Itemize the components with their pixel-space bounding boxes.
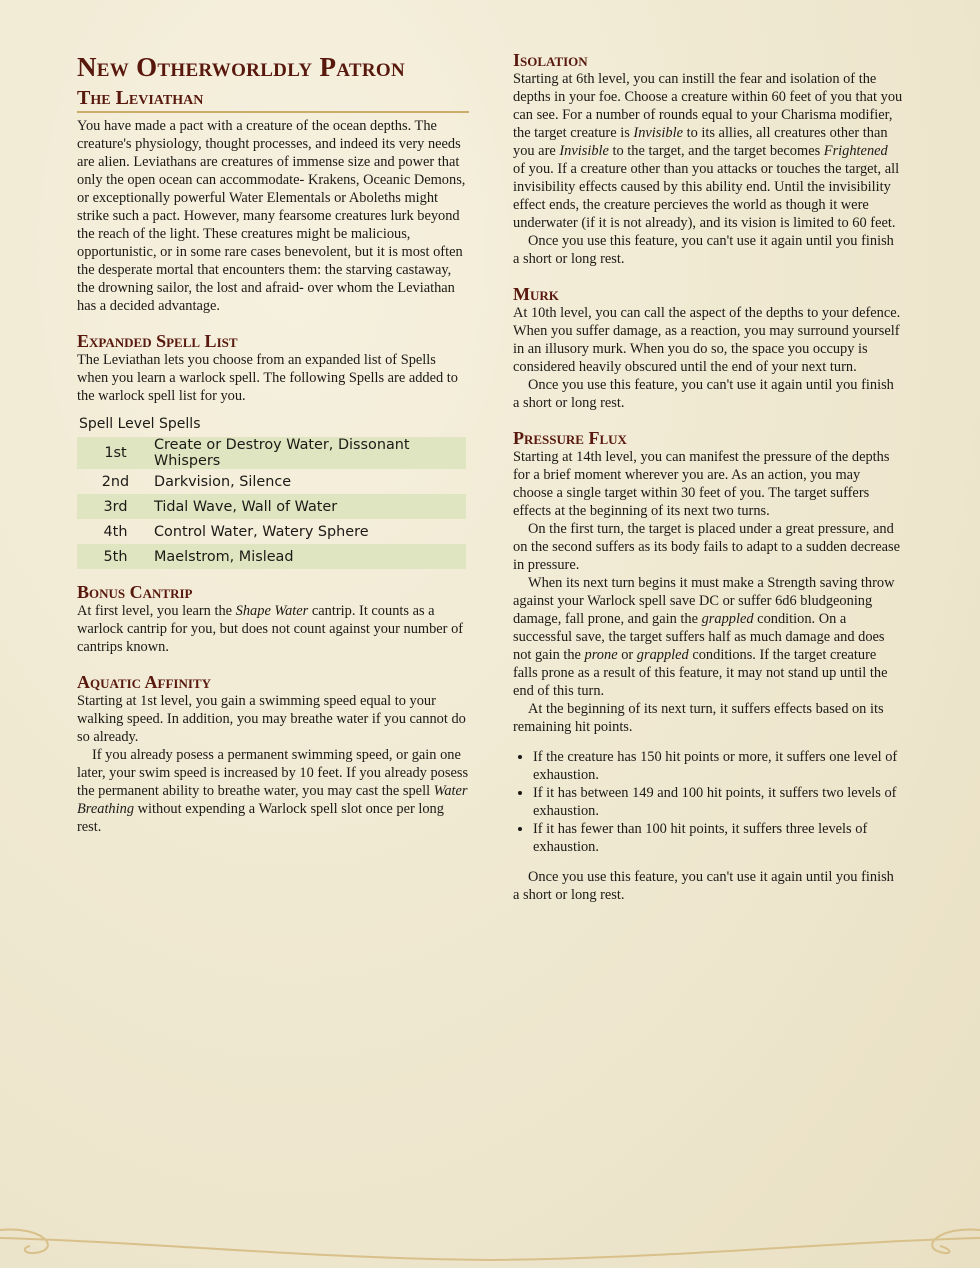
expanded-spell-list-heading: Expanded Spell List [77, 331, 238, 351]
exhaustion-list [513, 748, 903, 856]
spell-level: 1st [77, 437, 154, 469]
table-row [77, 544, 466, 569]
spell-table [77, 437, 466, 569]
spell-level: 5th [77, 544, 154, 569]
spell-names: Darkvision, Silence [154, 473, 292, 490]
aquatic-affinity-text-2: If you already posess a permanent swimming speed, or gain one later, your swim speed is increased by 10 feet. If you already posess the permanent ability to breathe water, you may cast the spell Water Breathing without expending a Warlock spell slot once per long rest. [77, 747, 469, 835]
isolation-heading: Isolation [513, 50, 588, 70]
list-item: • If it has fewer than 100 hit points, it suffers three levels of exhaustion. [533, 820, 903, 856]
patron-subtitle: The Leviathan [77, 86, 469, 113]
table-row [77, 494, 466, 519]
spell-names: Maelstrom, Mislead [154, 544, 466, 569]
pressure-flux-text-5: Once you use this feature, you can't use it again until you finish a short or long rest. [513, 869, 894, 903]
spell-level: 2nd [101, 473, 130, 490]
bonus-cantrip-text: At first level, you learn the Shape Water cantrip. It counts as a warlock cantrip for you, but does not count against your number of cantrips known. [77, 603, 464, 655]
right-column [513, 50, 903, 904]
spell-level: 4th [103, 523, 128, 540]
page-footer-ornament [0, 1208, 980, 1268]
spell-level: 3rd [77, 494, 154, 519]
isolation-text-2: Once you use this feature, you can't use it again until you finish a short or long rest. [513, 233, 894, 267]
spell-names: Control Water, Watery Sphere [154, 523, 369, 540]
murk-text-2: Once you use this feature, you can't use it again until you finish a short or long rest. [513, 377, 894, 411]
intro-paragraph: You have made a pact with a creature of the ocean depths. The creature's physiology, thought processes, and indeed its very needs are alien. Leviathans are creatures of immense size and power that only the open ocean can accommodate- Krakens, Oceanic Demons, or exceptionally powerful Water Elementals or Aboleths might strike such a pact. However, many fearsome creatures lurk beyond the reach of the light. These creatures might be malicious, opportunistic, or in some rare cases benevolent, but it is most often the desperate mortal that encounters them: the starving castaway, the drowning sailor, the lost and afraid- over whom the Leviathan has a decided advantage. [77, 118, 466, 314]
spell-names: Create or Destroy Water, Dissonant Whispers [154, 437, 466, 469]
pressure-flux-text-2: On the first turn, the target is placed under a great pressure, and on the second suffers as its body fails to adapt to a sudden decrease in pressure. [513, 521, 900, 573]
page-title: New Otherworldly Patron [77, 52, 405, 82]
murk-heading: Murk [513, 284, 559, 304]
table-row [77, 519, 466, 544]
table-row [77, 469, 466, 494]
pressure-flux-text-3: When its next turn begins it must make a Strength saving throw against your Warlock spell save DC or suffer 6d6 bludgeoning damage, fall prone, and gain the grappled condition. On a successful save, the target suffers half as much damage and does not gain the prone or grappled conditions. If the target creature falls prone as a result of this feature, it may not stand up until the end of this turn. [513, 575, 895, 699]
aquatic-affinity-text-1: Starting at 1st level, you gain a swimming speed equal to your walking speed. In addition, you may breathe water if you cannot do so already. [77, 693, 466, 745]
expanded-spell-list-text: The Leviathan lets you choose from an expanded list of Spells when you learn a warlock spell. The following Spells are added to the warlock spell list for you. [77, 352, 458, 404]
list-item: • If it has between 149 and 100 hit points, it suffers two levels of exhaustion. [533, 784, 903, 820]
isolation-text-1: Starting at 6th level, you can instill the fear and isolation of the depths in your foe. Choose a creature within 60 feet of you that you can see. For a number of rounds equal to your Charisma modifier, the target creature is Invisible to its allies, all creatures other than you are Invisible to the target, and the target becomes Frightened of you. If a creature other than you attacks or touches the target, all invisibility effects caused by this ability end. Until the invisibility effect ends, the creature percieves the world as though it were underwater (if it is not already), and its vision is limited to 60 feet. [513, 71, 903, 231]
spell-names: Tidal Wave, Wall of Water [154, 494, 466, 519]
aquatic-affinity-heading: Aquatic Affinity [77, 672, 211, 692]
left-column [77, 50, 469, 836]
bonus-cantrip-heading: Bonus Cantrip [77, 582, 193, 602]
pressure-flux-text-4: At the beginning of its next turn, it suffers effects based on its remaining hit points. [513, 701, 884, 735]
murk-text-1: At 10th level, you can call the aspect of the depths to your defence. When you suffer damage, as a reaction, you may surround yourself in an illusory murk. When you do so, the space you occupy is considered heavily obscured until the end of your next turn. [513, 305, 901, 375]
pressure-flux-heading: Pressure Flux [513, 428, 627, 448]
table-row [77, 437, 466, 469]
list-item: • If the creature has 150 hit points or more, it suffers one level of exhaustion. [533, 748, 903, 784]
footer-ornament-line [0, 1229, 980, 1260]
pressure-flux-text-1: Starting at 14th level, you can manifest the pressure of the depths for a brief moment wherever you are. As an action, you may choose a single target within 30 feet of you. The target suffers effects at the beginning of its next two turns. [513, 449, 890, 519]
spell-table-header: Spell Level Spells [79, 416, 201, 432]
